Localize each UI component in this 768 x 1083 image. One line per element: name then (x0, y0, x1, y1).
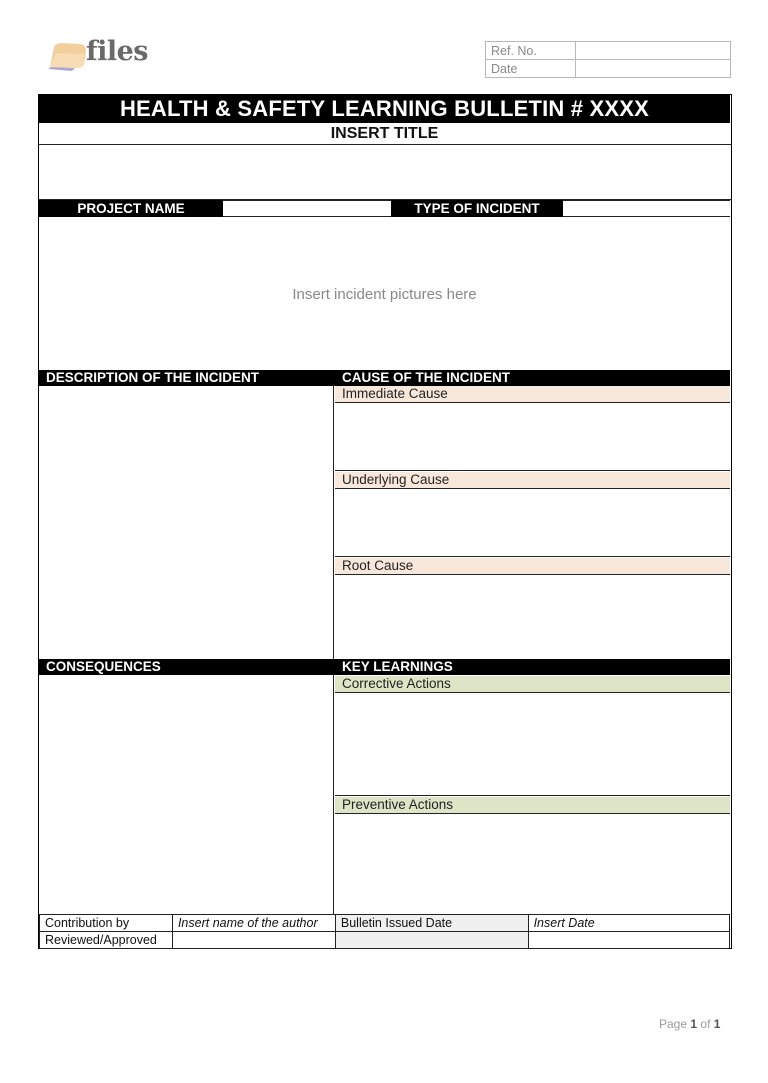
logo-text: files (86, 36, 149, 67)
insert-title[interactable]: INSERT TITLE (330, 125, 439, 142)
reviewed-row (40, 932, 730, 949)
project-name-label: PROJECT NAME (39, 200, 223, 217)
pictures-placeholder: Insert incident pictures here (292, 286, 477, 303)
title-content-area[interactable] (39, 146, 730, 199)
reviewed-extra-cell (335, 932, 528, 949)
divider (335, 470, 730, 471)
column-divider (333, 675, 334, 915)
reviewed-approved-label: Reviewed/Approved (40, 932, 173, 949)
column-divider (333, 386, 334, 659)
contribution-by-label: Contribution by (40, 915, 173, 932)
ref-no-row (486, 42, 731, 60)
divider (335, 795, 730, 796)
bulletin-title: HEALTH & SAFETY LEARNING BULLETIN # XXXX (39, 95, 730, 123)
page-current: 1 (690, 1017, 698, 1031)
underlying-cause-label: Underlying Cause (335, 472, 730, 489)
folder-icon (46, 41, 88, 71)
preventive-actions-content[interactable] (335, 815, 730, 914)
description-label: DESCRIPTION OF THE INCIDENT (46, 370, 260, 385)
reviewer-name-field[interactable] (172, 932, 335, 949)
date-field[interactable] (576, 60, 731, 78)
page-total: 1 (713, 1017, 721, 1031)
project-name-field[interactable] (223, 200, 391, 217)
reference-table (485, 41, 731, 78)
divider (39, 144, 731, 145)
root-cause-content[interactable] (335, 576, 730, 659)
signoff-table (39, 914, 730, 949)
description-content[interactable] (39, 386, 333, 659)
immediate-cause-content[interactable] (335, 404, 730, 470)
key-learnings-label: KEY LEARNINGS (342, 659, 453, 674)
preventive-actions-label: Preventive Actions (335, 797, 730, 814)
divider (335, 556, 730, 557)
page-of: of (700, 1017, 711, 1031)
contribution-row (40, 915, 730, 932)
immediate-cause-label: Immediate Cause (335, 386, 730, 403)
ref-no-label: Ref. No. (486, 42, 576, 60)
consequences-label: CONSEQUENCES (46, 659, 161, 674)
page-prefix: Page (659, 1017, 688, 1031)
reviewed-date-field[interactable] (528, 932, 729, 949)
date-row (486, 60, 731, 78)
ref-no-field[interactable] (576, 42, 731, 60)
bulletin-form (38, 94, 732, 949)
page-number (659, 1017, 720, 1031)
consequences-content[interactable] (39, 675, 333, 914)
date-label: Date (486, 60, 576, 78)
corrective-actions-content[interactable] (335, 694, 730, 795)
root-cause-label: Root Cause (335, 558, 730, 575)
author-name-field[interactable]: Insert name of the author (172, 915, 335, 932)
bulletin-issued-date-label: Bulletin Issued Date (335, 915, 528, 932)
type-of-incident-label: TYPE OF INCIDENT (391, 200, 563, 217)
corrective-actions-label: Corrective Actions (335, 676, 730, 693)
logo (46, 38, 166, 74)
underlying-cause-content[interactable] (335, 490, 730, 556)
cause-label: CAUSE OF THE INCIDENT (342, 370, 511, 385)
issued-date-field[interactable]: Insert Date (528, 915, 729, 932)
type-of-incident-field[interactable] (563, 200, 730, 217)
incident-pictures-area[interactable] (39, 218, 730, 371)
